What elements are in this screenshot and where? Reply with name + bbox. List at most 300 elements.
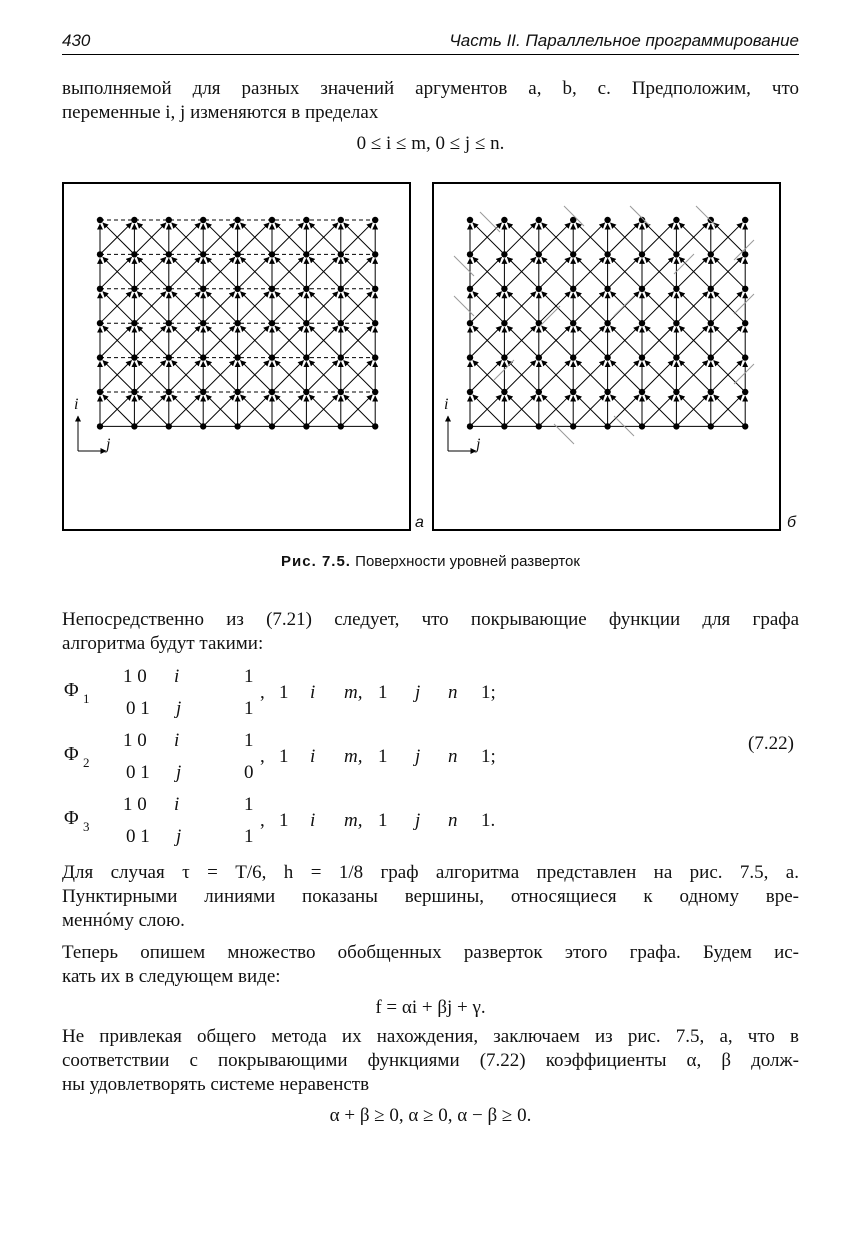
condition-part: 1; <box>481 682 496 703</box>
graph-edge <box>100 223 132 255</box>
graph-edge <box>103 223 135 255</box>
graph-vertex <box>673 423 679 429</box>
graph-edge <box>103 326 135 358</box>
graph-edge <box>473 326 505 358</box>
graph-edge <box>238 326 270 358</box>
graph-vertex <box>269 217 275 223</box>
level-surface-hatch <box>480 212 500 232</box>
graph-vertex <box>604 217 610 223</box>
graph-edge <box>134 292 166 324</box>
graph-edge <box>470 292 502 324</box>
graph-edge <box>134 395 166 427</box>
graph-vertex <box>338 251 344 257</box>
condition-part: 1. <box>481 810 496 831</box>
graph-vertex <box>372 217 378 223</box>
graph-edge <box>134 223 166 255</box>
shift-row-2: 1 <box>244 826 254 847</box>
graph-vertex <box>673 389 679 395</box>
graph-vertex <box>166 286 172 292</box>
graph-edge <box>238 257 270 289</box>
axis-j-label: j <box>106 436 111 453</box>
graph-edge <box>238 360 270 392</box>
graph-edge <box>610 395 642 427</box>
graph-vertex <box>501 217 507 223</box>
phi-symbol: Φ <box>64 743 79 765</box>
graph-edge <box>470 223 502 255</box>
graph-edge <box>240 292 272 324</box>
graph-edge <box>504 292 536 324</box>
graph-edge <box>610 257 642 289</box>
graph-vertex <box>673 320 679 326</box>
condition-part: i <box>310 746 316 767</box>
axis-j-label: j <box>476 436 481 453</box>
para1-line2: переменные i, j изменяются в пределах <box>62 102 379 123</box>
graph-edge <box>137 326 169 358</box>
graph-edge <box>676 257 708 289</box>
graph-vertex <box>166 423 172 429</box>
graph-edge <box>576 257 608 289</box>
graph-edge <box>679 257 711 289</box>
graph-edge <box>542 395 574 427</box>
graph-edge <box>309 292 341 324</box>
graph-edge <box>275 395 307 427</box>
phi-subscript: 2 <box>83 755 90 770</box>
graph-vertex <box>131 251 137 257</box>
graph-edge <box>103 257 135 289</box>
graph-vertex <box>570 389 576 395</box>
vector-j: j <box>176 826 182 847</box>
graph-vertex <box>338 389 344 395</box>
graph-vertex <box>742 423 748 429</box>
graph-edge <box>206 326 238 358</box>
graph-vertex <box>604 251 610 257</box>
graph-vertex <box>303 251 309 257</box>
graph-edge <box>306 326 338 358</box>
condition-part: m, <box>344 810 363 831</box>
figure-panel-b <box>432 182 781 531</box>
graph-vertex <box>604 286 610 292</box>
graph-vertex <box>269 389 275 395</box>
level-surface-hatch <box>734 364 754 384</box>
graph-edge <box>711 257 743 289</box>
graph-vertex <box>338 354 344 360</box>
vector-i: i <box>174 794 180 815</box>
vector-i: i <box>174 730 180 751</box>
graph-edge <box>573 292 605 324</box>
graph-edge <box>576 360 608 392</box>
graph-vertex <box>234 217 240 223</box>
graph-vertex <box>501 354 507 360</box>
graph-vertex <box>269 354 275 360</box>
vector-i: i <box>174 666 180 687</box>
graph-vertex <box>708 251 714 257</box>
para5-line3: ны удовлетворять системе неравенств <box>62 1074 370 1095</box>
graph-edge <box>679 223 711 255</box>
graph-edge <box>100 292 132 324</box>
graph-edge <box>100 326 132 358</box>
graph-vertex <box>708 389 714 395</box>
graph-vertex <box>200 354 206 360</box>
graph-edge <box>642 326 674 358</box>
graph-edge <box>134 360 166 392</box>
graph-vertex <box>303 423 309 429</box>
graph-vertex <box>742 320 748 326</box>
graph-edge <box>645 360 677 392</box>
graph-vertex <box>200 389 206 395</box>
graph-vertex <box>639 354 645 360</box>
graph-edge <box>206 292 238 324</box>
condition-part: m, <box>344 682 363 703</box>
figure-caption <box>62 553 799 570</box>
graph-edge <box>642 360 674 392</box>
vector-j: j <box>176 698 182 719</box>
graph-vertex <box>303 286 309 292</box>
graph-edge <box>134 326 166 358</box>
graph-edge <box>169 360 201 392</box>
graph-edge <box>275 223 307 255</box>
graph-edge <box>679 395 711 427</box>
graph-edge <box>711 395 743 427</box>
graph-vertex <box>166 217 172 223</box>
graph-edge <box>610 292 642 324</box>
graph-edge <box>679 292 711 324</box>
graph-edge <box>608 292 640 324</box>
condition-part: , <box>260 810 265 831</box>
vector-j: j <box>176 762 182 783</box>
phi-symbol: Φ <box>64 679 79 701</box>
graph-edge <box>172 223 204 255</box>
graph-edge <box>608 360 640 392</box>
graph-edge <box>206 395 238 427</box>
graph-vertex <box>467 286 473 292</box>
graph-edge <box>206 360 238 392</box>
shift-row-1: 1 <box>244 794 254 815</box>
graph-edge <box>470 395 502 427</box>
graph-vertex <box>200 251 206 257</box>
graph-vertex <box>131 354 137 360</box>
graph-vertex <box>234 320 240 326</box>
graph-edge <box>608 326 640 358</box>
graph-edge <box>642 292 674 324</box>
graph-edge <box>507 326 539 358</box>
graph-edge <box>676 292 708 324</box>
graph-edge <box>539 360 571 392</box>
graph-vertex <box>131 217 137 223</box>
graph-edge <box>341 292 373 324</box>
condition-part: j <box>415 746 421 767</box>
graph-vertex <box>166 354 172 360</box>
graph-edge <box>275 257 307 289</box>
panel-a-label: а <box>415 514 424 531</box>
graph-panel-a <box>64 184 413 533</box>
graph-edge <box>306 257 338 289</box>
graph-edge <box>507 292 539 324</box>
graph-edge <box>504 326 536 358</box>
graph-edge <box>344 223 376 255</box>
graph-vertex <box>536 217 542 223</box>
graph-edge <box>539 395 571 427</box>
graph-edge <box>344 326 376 358</box>
graph-vertex <box>570 354 576 360</box>
graph-vertex <box>536 389 542 395</box>
condition-part: m, <box>344 746 363 767</box>
graph-edge <box>539 223 571 255</box>
graph-edge <box>275 292 307 324</box>
phi-symbol: Φ <box>64 807 79 829</box>
graph-edge <box>542 326 574 358</box>
graph-edge <box>169 292 201 324</box>
graph-edge <box>240 223 272 255</box>
graph-vertex <box>742 286 748 292</box>
graph-vertex <box>604 354 610 360</box>
graph-vertex <box>639 389 645 395</box>
graph-vertex <box>166 320 172 326</box>
graph-edge <box>309 223 341 255</box>
graph-vertex <box>131 286 137 292</box>
graph-edge <box>134 257 166 289</box>
graph-edge <box>309 360 341 392</box>
graph-edge <box>507 395 539 427</box>
graph-edge <box>542 223 574 255</box>
para3-line2: Пунктирными линиями показаны вершины, относящиеся к одному вре- <box>62 886 799 907</box>
graph-edge <box>341 257 373 289</box>
graph-vertex <box>97 217 103 223</box>
graph-vertex <box>639 320 645 326</box>
graph-vertex <box>708 286 714 292</box>
graph-edge <box>714 360 746 392</box>
caption-text: Поверхности уровней разверток <box>355 553 580 570</box>
graph-edge <box>645 292 677 324</box>
graph-edge <box>309 257 341 289</box>
graph-edge <box>100 395 132 427</box>
graph-edge <box>272 360 304 392</box>
graph-vertex <box>536 354 542 360</box>
graph-edge <box>573 395 605 427</box>
graph-edge <box>240 395 272 427</box>
para2-line2: алгоритма будут такими: <box>62 633 264 654</box>
graph-edge <box>645 223 677 255</box>
phi-subscript: 3 <box>83 819 90 834</box>
graph-vertex <box>639 286 645 292</box>
graph-edge <box>169 326 201 358</box>
graph-vertex <box>570 286 576 292</box>
graph-edge <box>714 257 746 289</box>
graph-edge <box>610 326 642 358</box>
formula-range: 0 ≤ i ≤ m, 0 ≤ j ≤ n. <box>356 133 505 154</box>
graph-edge <box>341 223 373 255</box>
graph-edge <box>272 326 304 358</box>
graph-edge <box>645 326 677 358</box>
graph-edge <box>573 223 605 255</box>
graph-vertex <box>234 286 240 292</box>
matrix-row-2: 0 1 <box>126 698 150 719</box>
graph-vertex <box>536 423 542 429</box>
graph-edge <box>103 360 135 392</box>
graph-edge <box>576 395 608 427</box>
equation-number: (7.22) <box>748 733 794 754</box>
graph-edge <box>306 360 338 392</box>
graph-edge <box>711 223 743 255</box>
graph-edge <box>306 395 338 427</box>
graph-vertex <box>467 389 473 395</box>
graph-edge <box>539 326 571 358</box>
condition-part: j <box>415 810 421 831</box>
level-surface-hatch <box>696 206 716 226</box>
graph-vertex <box>166 389 172 395</box>
graph-edge <box>100 257 132 289</box>
graph-edge <box>676 223 708 255</box>
condition-part: 1 <box>279 746 289 767</box>
graph-vertex <box>234 389 240 395</box>
graph-edge <box>344 257 376 289</box>
graph-edge <box>473 292 505 324</box>
graph-vertex <box>742 354 748 360</box>
page-number: 430 <box>62 31 91 50</box>
graph-vertex <box>708 354 714 360</box>
graph-edge <box>137 223 169 255</box>
graph-edge <box>542 257 574 289</box>
graph-edge <box>473 395 505 427</box>
graph-vertex <box>166 251 172 257</box>
graph-edge <box>645 257 677 289</box>
graph-edge <box>507 360 539 392</box>
formula-inequalities: α + β ≥ 0, α ≥ 0, α − β ≥ 0. <box>329 1105 532 1126</box>
panel-b-label: б <box>787 514 796 531</box>
formula-f: f = αi + βj + γ. <box>375 997 486 1018</box>
graph-vertex <box>338 423 344 429</box>
graph-vertex <box>604 320 610 326</box>
graph-vertex <box>200 217 206 223</box>
para5-line2: соответствии с покрывающими функциями (7.22) коэффициенты α, β долж- <box>62 1050 799 1071</box>
graph-edge <box>306 292 338 324</box>
graph-edge <box>272 395 304 427</box>
graph-edge <box>576 223 608 255</box>
graph-edge <box>676 360 708 392</box>
graph-edge <box>473 360 505 392</box>
graph-edge <box>679 326 711 358</box>
graph-edge <box>203 257 235 289</box>
graph-vertex <box>200 320 206 326</box>
level-surface-hatch <box>614 296 634 316</box>
graph-edge <box>470 360 502 392</box>
graph-edge <box>137 292 169 324</box>
matrix-row-2: 0 1 <box>126 826 150 847</box>
graph-vertex <box>467 354 473 360</box>
graph-edge <box>275 360 307 392</box>
graph-vertex <box>570 320 576 326</box>
graph-vertex <box>200 423 206 429</box>
graph-vertex <box>234 354 240 360</box>
para4-line1: Теперь опишем множество обобщенных разверток этого графа. Будем ис- <box>62 942 799 963</box>
graph-edge <box>542 360 574 392</box>
graph-edge <box>137 257 169 289</box>
graph-edge <box>473 257 505 289</box>
graph-edge <box>169 257 201 289</box>
graph-edge <box>679 360 711 392</box>
graph-edge <box>610 360 642 392</box>
graph-edge <box>206 223 238 255</box>
graph-vertex <box>269 251 275 257</box>
graph-edge <box>573 257 605 289</box>
graph-panel-b <box>434 184 783 533</box>
condition-part: n <box>448 810 458 831</box>
condition-part: 1 <box>378 810 388 831</box>
graph-vertex <box>742 389 748 395</box>
graph-edge <box>507 223 539 255</box>
graph-edge <box>240 257 272 289</box>
graph-vertex <box>97 423 103 429</box>
condition-part: i <box>310 810 316 831</box>
graph-edge <box>608 257 640 289</box>
graph-edge <box>539 292 571 324</box>
para3-line3: меннóму слою. <box>62 910 185 931</box>
graph-edge <box>341 326 373 358</box>
graph-vertex <box>501 320 507 326</box>
graph-edge <box>275 326 307 358</box>
graph-vertex <box>303 389 309 395</box>
graph-vertex <box>269 286 275 292</box>
figure-panel-a <box>62 182 411 531</box>
graph-vertex <box>372 354 378 360</box>
graph-edge <box>172 257 204 289</box>
condition-part: , <box>260 682 265 703</box>
graph-edge <box>504 223 536 255</box>
graph-edge <box>203 395 235 427</box>
condition-part: n <box>448 682 458 703</box>
graph-vertex <box>234 423 240 429</box>
graph-edge <box>504 257 536 289</box>
graph-vertex <box>131 389 137 395</box>
graph-edge <box>576 326 608 358</box>
graph-edge <box>306 223 338 255</box>
graph-edge <box>504 395 536 427</box>
graph-vertex <box>200 286 206 292</box>
para1-line1: выполняемой для разных значений аргументов a, b, c. Предположим, что <box>62 78 799 99</box>
graph-edge <box>711 292 743 324</box>
graph-edge <box>539 257 571 289</box>
graph-edge <box>172 395 204 427</box>
graph-edge <box>206 257 238 289</box>
graph-edge <box>608 223 640 255</box>
level-surface-hatch <box>540 306 560 326</box>
graph-vertex <box>97 389 103 395</box>
graph-vertex <box>372 389 378 395</box>
graph-edge <box>309 326 341 358</box>
para5-line1: Не привлекая общего метода их нахождения, заключаем из рис. 7.5, а, что в <box>62 1026 799 1047</box>
graph-edge <box>341 395 373 427</box>
graph-edge <box>714 395 746 427</box>
axis-i-label: i <box>444 396 449 413</box>
graph-vertex <box>501 423 507 429</box>
graph-vertex <box>131 423 137 429</box>
graph-vertex <box>467 320 473 326</box>
graph-edge <box>172 326 204 358</box>
graph-vertex <box>97 320 103 326</box>
graph-edge <box>203 292 235 324</box>
graph-edge <box>642 257 674 289</box>
matrix-row-1: 1 0 <box>123 794 147 815</box>
graph-vertex <box>372 251 378 257</box>
matrix-row-2: 0 1 <box>126 762 150 783</box>
graph-vertex <box>303 320 309 326</box>
level-surface-hatch <box>630 206 650 226</box>
graph-vertex <box>372 286 378 292</box>
condition-part: 1; <box>481 746 496 767</box>
graph-edge <box>642 395 674 427</box>
graph-edge <box>103 292 135 324</box>
graph-edge <box>642 223 674 255</box>
header-rule <box>62 54 799 55</box>
